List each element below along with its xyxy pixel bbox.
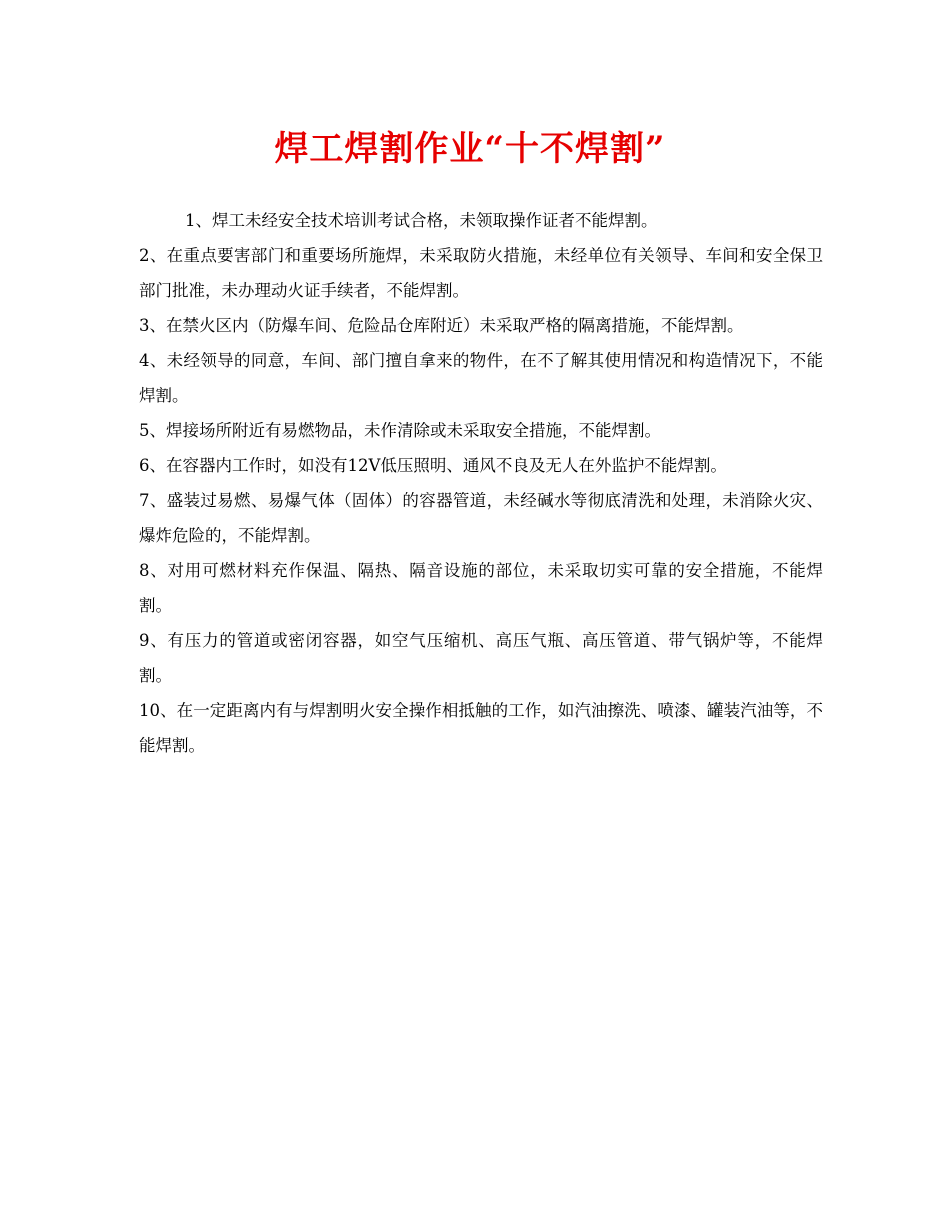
rule-item-6: 6、在容器内工作时，如没有12V低压照明、通风不良及无人在外监护不能焊割。	[139, 456, 727, 475]
rule-item-7: 7、盛装过易燃、易爆气体（固体）的容器管道，未经碱水等彻底清洗和处理，未消除火灾、爆炸危险的，不能焊割。	[139, 491, 823, 545]
rule-item-1: 1、焊工未经安全技术培训考试合格，未领取操作证者不能焊割。	[185, 211, 658, 230]
rule-item-3: 3、在禁火区内（防爆车间、危险品仓库附近）未采取严格的隔离措施，不能焊割。	[139, 316, 744, 335]
rule-item-10: 10、在一定距离内有与焊割明火安全操作相抵触的工作，如汽油擦洗、喷漆、罐装汽油等，不能焊割。	[139, 701, 823, 755]
rule-item-9: 9、有压力的管道或密闭容器，如空气压缩机、高压气瓶、高压管道、带气锅炉等，不能焊割。	[139, 631, 823, 685]
rule-item-4: 4、未经领导的同意，车间、部门擅自拿来的物件，在不了解其使用情况和构造情况下，不能焊割。	[139, 351, 823, 405]
rule-item-2: 2、在重点要害部门和重要场所施焊，未采取防火措施，未经单位有关领导、车间和安全保卫部门批准，未办理动火证手续者，不能焊割。	[139, 246, 823, 300]
rule-item-8: 8、对用可燃材料充作保温、隔热、隔音设施的部位，未采取切实可靠的安全措施，不能焊割。	[139, 561, 823, 615]
rules-list	[139, 203, 823, 763]
rule-item-5: 5、焊接场所附近有易燃物品，未作清除或未采取安全措施，不能焊割。	[139, 421, 661, 440]
document-title: 焊工焊割作业“十不焊割”	[274, 129, 666, 169]
